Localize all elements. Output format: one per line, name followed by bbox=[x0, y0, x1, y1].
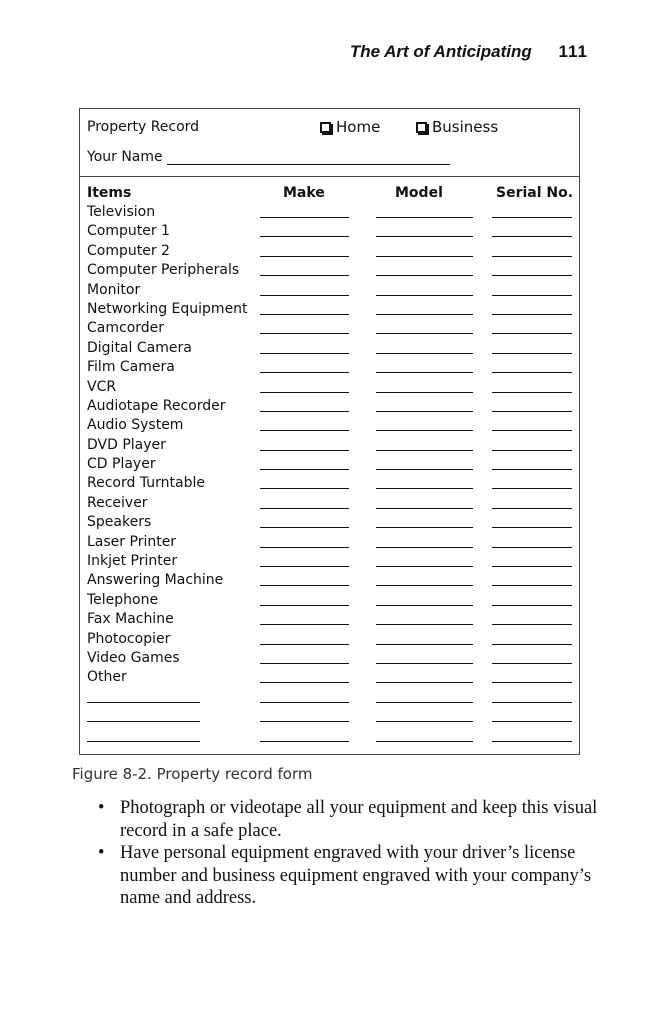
item-label: Digital Camera bbox=[87, 339, 192, 356]
item-row bbox=[80, 436, 579, 455]
model-field[interactable] bbox=[376, 721, 473, 722]
item-label: Photocopier bbox=[87, 630, 171, 647]
business-checkbox-label: Business bbox=[432, 118, 499, 136]
serial-field[interactable] bbox=[492, 585, 572, 586]
bullet-list bbox=[96, 797, 616, 910]
serial-field[interactable] bbox=[492, 469, 572, 470]
checkbox-icon bbox=[416, 122, 427, 133]
model-field[interactable] bbox=[376, 488, 473, 489]
column-header-items: Items bbox=[87, 185, 132, 201]
bullet-dot: • bbox=[98, 843, 105, 864]
name-field[interactable] bbox=[167, 151, 450, 165]
running-head-title: The Art of Anticipating bbox=[349, 42, 532, 61]
serial-field[interactable] bbox=[492, 624, 572, 625]
model-field[interactable] bbox=[376, 217, 473, 218]
make-field[interactable] bbox=[260, 663, 349, 664]
column-header-model: Model bbox=[395, 185, 443, 201]
blank-item-row bbox=[80, 727, 579, 746]
name-label: Your Name bbox=[87, 149, 163, 165]
model-field[interactable] bbox=[376, 508, 473, 509]
item-label: Fax Machine bbox=[87, 611, 174, 628]
model-field[interactable] bbox=[376, 585, 473, 586]
item-label: Computer Peripherals bbox=[87, 262, 240, 279]
serial-field[interactable] bbox=[492, 488, 572, 489]
model-field[interactable] bbox=[376, 702, 473, 703]
make-field[interactable] bbox=[260, 547, 349, 548]
blank-item-row bbox=[80, 707, 579, 726]
make-field[interactable] bbox=[260, 527, 349, 528]
item-label: Audio System bbox=[87, 417, 184, 434]
serial-field[interactable] bbox=[492, 372, 572, 373]
bullet-item bbox=[96, 842, 616, 910]
model-field[interactable] bbox=[376, 372, 473, 373]
serial-field[interactable] bbox=[492, 644, 572, 645]
make-field[interactable] bbox=[260, 275, 349, 276]
item-row bbox=[80, 591, 579, 610]
business-checkbox[interactable] bbox=[416, 118, 498, 136]
make-field[interactable] bbox=[260, 353, 349, 354]
model-field[interactable] bbox=[376, 566, 473, 567]
column-header-make: Make bbox=[283, 185, 325, 201]
name-row bbox=[87, 149, 450, 165]
serial-field[interactable] bbox=[492, 547, 572, 548]
item-row bbox=[80, 281, 579, 300]
item-label: Telephone bbox=[87, 591, 159, 608]
item-label: Television bbox=[87, 204, 156, 220]
item-row bbox=[80, 203, 579, 222]
item-row bbox=[80, 552, 579, 571]
make-field[interactable] bbox=[260, 702, 349, 703]
make-field[interactable] bbox=[260, 721, 349, 722]
make-field[interactable] bbox=[260, 333, 349, 334]
column-header-serial: Serial No. bbox=[496, 185, 574, 201]
item-label: Answering Machine bbox=[87, 572, 224, 589]
model-field[interactable] bbox=[376, 469, 473, 470]
item-row bbox=[80, 222, 579, 241]
make-field[interactable] bbox=[260, 372, 349, 373]
model-field[interactable] bbox=[376, 663, 473, 664]
home-checkbox[interactable] bbox=[320, 118, 380, 136]
item-row bbox=[80, 610, 579, 629]
serial-field[interactable] bbox=[492, 217, 572, 218]
serial-field[interactable] bbox=[492, 508, 572, 509]
item-label: Speakers bbox=[87, 514, 152, 531]
make-field[interactable] bbox=[260, 314, 349, 315]
make-field[interactable] bbox=[260, 566, 349, 567]
make-field[interactable] bbox=[260, 430, 349, 431]
item-label: Audiotape Recorder bbox=[87, 397, 226, 414]
model-field[interactable] bbox=[376, 682, 473, 683]
serial-field[interactable] bbox=[492, 295, 572, 296]
bullet-item bbox=[96, 797, 616, 842]
figure-caption: Figure 8-2. Property record form bbox=[72, 765, 313, 783]
item-field[interactable] bbox=[87, 702, 200, 703]
serial-field[interactable] bbox=[492, 721, 572, 722]
item-label: Computer 1 bbox=[87, 223, 170, 240]
item-field[interactable] bbox=[87, 721, 200, 722]
item-label: Computer 2 bbox=[87, 242, 170, 259]
make-field[interactable] bbox=[260, 741, 349, 742]
page-number: 111 bbox=[558, 42, 588, 61]
make-field[interactable] bbox=[260, 450, 349, 451]
model-field[interactable] bbox=[376, 314, 473, 315]
item-label: Networking Equipment bbox=[87, 300, 248, 317]
item-row bbox=[80, 339, 579, 358]
model-field[interactable] bbox=[376, 605, 473, 606]
model-field[interactable] bbox=[376, 236, 473, 237]
item-label: Monitor bbox=[87, 281, 141, 298]
serial-field[interactable] bbox=[492, 275, 572, 276]
property-record-form bbox=[79, 108, 580, 755]
item-row bbox=[80, 416, 579, 435]
make-field[interactable] bbox=[260, 585, 349, 586]
item-row bbox=[80, 300, 579, 319]
model-field[interactable] bbox=[376, 644, 473, 645]
make-field[interactable] bbox=[260, 392, 349, 393]
model-field[interactable] bbox=[376, 353, 473, 354]
item-row bbox=[80, 630, 579, 649]
serial-field[interactable] bbox=[492, 605, 572, 606]
form-title: Property Record bbox=[87, 119, 200, 135]
make-field[interactable] bbox=[260, 644, 349, 645]
serial-field[interactable] bbox=[492, 353, 572, 354]
item-row bbox=[80, 513, 579, 532]
model-field[interactable] bbox=[376, 333, 473, 334]
item-label: Receiver bbox=[87, 494, 148, 511]
make-field[interactable] bbox=[260, 217, 349, 218]
checkbox-icon bbox=[320, 122, 331, 133]
serial-field[interactable] bbox=[492, 392, 572, 393]
item-row bbox=[80, 533, 579, 552]
serial-field[interactable] bbox=[492, 527, 572, 528]
form-header bbox=[80, 109, 579, 177]
model-field[interactable] bbox=[376, 430, 473, 431]
model-field[interactable] bbox=[376, 624, 473, 625]
make-field[interactable] bbox=[260, 682, 349, 683]
serial-field[interactable] bbox=[492, 411, 572, 412]
make-field[interactable] bbox=[260, 605, 349, 606]
make-field[interactable] bbox=[260, 508, 349, 509]
model-field[interactable] bbox=[376, 275, 473, 276]
serial-field[interactable] bbox=[492, 741, 572, 742]
running-head bbox=[350, 42, 588, 62]
bullet-text: Have personal equipment engraved with your driver’s license number and business equipment engraved with your company’s name and address. bbox=[120, 843, 592, 909]
item-row bbox=[80, 474, 579, 493]
model-field[interactable] bbox=[376, 256, 473, 257]
serial-field[interactable] bbox=[492, 682, 572, 683]
make-field[interactable] bbox=[260, 488, 349, 489]
item-row bbox=[80, 571, 579, 590]
item-label: Record Turntable bbox=[87, 475, 205, 492]
home-checkbox-label: Home bbox=[336, 118, 381, 136]
make-field[interactable] bbox=[260, 411, 349, 412]
serial-field[interactable] bbox=[492, 566, 572, 567]
model-field[interactable] bbox=[376, 741, 473, 742]
serial-field[interactable] bbox=[492, 702, 572, 703]
serial-field[interactable] bbox=[492, 430, 572, 431]
item-row bbox=[80, 494, 579, 513]
item-label: Inkjet Printer bbox=[87, 553, 178, 570]
serial-field[interactable] bbox=[492, 333, 572, 334]
model-field[interactable] bbox=[376, 547, 473, 548]
item-field[interactable] bbox=[87, 741, 200, 742]
item-label: Video Games bbox=[87, 649, 180, 666]
item-row bbox=[80, 242, 579, 261]
make-field[interactable] bbox=[260, 624, 349, 625]
serial-field[interactable] bbox=[492, 663, 572, 664]
model-field[interactable] bbox=[376, 450, 473, 451]
item-row bbox=[80, 668, 579, 687]
item-row bbox=[80, 319, 579, 338]
make-field[interactable] bbox=[260, 236, 349, 237]
item-label: CD Player bbox=[87, 456, 156, 473]
item-row bbox=[80, 261, 579, 280]
serial-field[interactable] bbox=[492, 256, 572, 257]
item-label: Camcorder bbox=[87, 320, 165, 337]
make-field[interactable] bbox=[260, 256, 349, 257]
make-field[interactable] bbox=[260, 469, 349, 470]
item-label: Other bbox=[87, 669, 127, 686]
model-field[interactable] bbox=[376, 527, 473, 528]
blank-item-row bbox=[80, 688, 579, 707]
model-field[interactable] bbox=[376, 295, 473, 296]
serial-field[interactable] bbox=[492, 236, 572, 237]
serial-field[interactable] bbox=[492, 314, 572, 315]
item-row bbox=[80, 649, 579, 668]
model-field[interactable] bbox=[376, 392, 473, 393]
item-row bbox=[80, 358, 579, 377]
model-field[interactable] bbox=[376, 411, 473, 412]
item-label: Film Camera bbox=[87, 359, 175, 376]
make-field[interactable] bbox=[260, 295, 349, 296]
bullet-dot: • bbox=[98, 798, 105, 818]
bullet-text: Photograph or videotape all your equipment and keep this visual record in a safe place. bbox=[120, 798, 598, 841]
item-row bbox=[80, 378, 579, 397]
serial-field[interactable] bbox=[492, 450, 572, 451]
item-label: Laser Printer bbox=[87, 533, 177, 550]
item-label: VCR bbox=[87, 378, 117, 395]
item-rows bbox=[80, 203, 579, 746]
item-row bbox=[80, 455, 579, 474]
item-label: DVD Player bbox=[87, 436, 166, 453]
item-row bbox=[80, 397, 579, 416]
